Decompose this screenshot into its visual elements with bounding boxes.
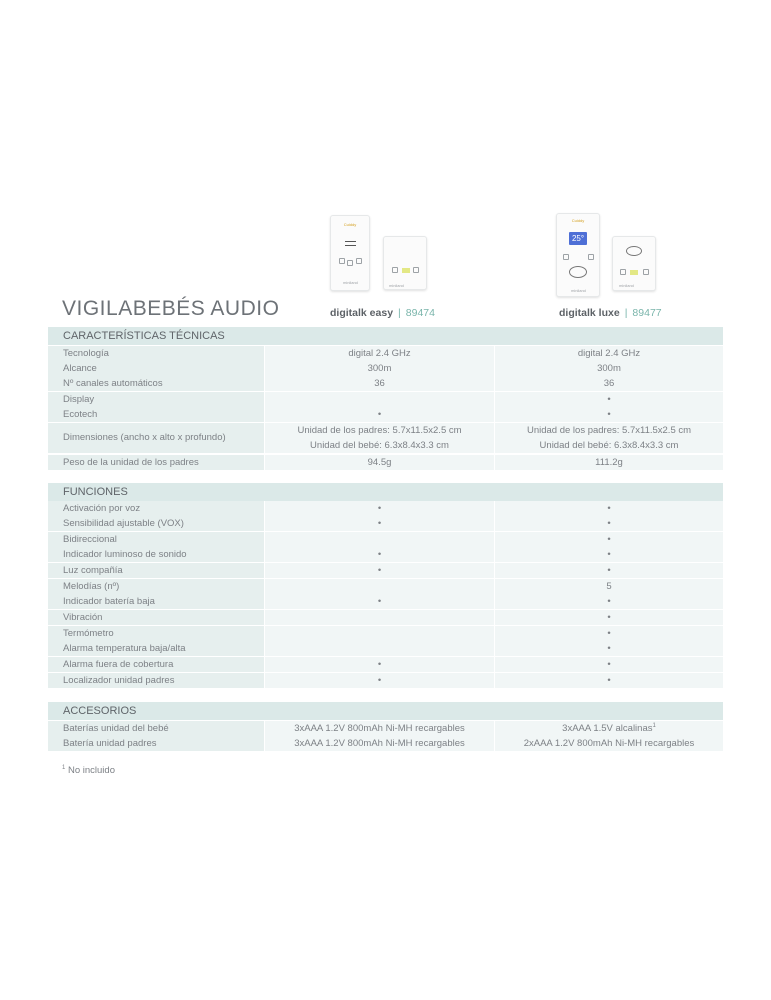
- cell-luxe: •: [495, 563, 723, 578]
- section-heading-func: FUNCIONES: [48, 483, 723, 501]
- cell-luxe: •: [495, 547, 723, 562]
- cell-luxe: [495, 423, 723, 453]
- table-row: [48, 721, 723, 736]
- cell-luxe: •: [495, 516, 723, 531]
- baby-unit-easy: [383, 236, 427, 290]
- table-row: [48, 657, 723, 672]
- row-label: Tecnología: [48, 346, 264, 361]
- table-row: [48, 361, 723, 376]
- talk-button: [569, 266, 587, 278]
- cell-luxe: •: [495, 532, 723, 547]
- cell-luxe: •: [495, 407, 723, 422]
- table-row: [48, 516, 723, 531]
- cell-easy: •: [265, 657, 494, 672]
- cell-easy: [265, 610, 494, 625]
- cell-easy: •: [265, 501, 494, 516]
- speaker-grille: [345, 245, 356, 246]
- product-name: digitalk easy: [330, 307, 394, 319]
- footnote-ref: 1: [652, 722, 656, 729]
- cell-luxe: •: [495, 610, 723, 625]
- cell-easy: 94.5g: [265, 455, 494, 470]
- product-name: digitalk luxe: [559, 307, 620, 319]
- indicator-light: [630, 270, 638, 275]
- cell-easy: [265, 626, 494, 641]
- cell-luxe: 111.2g: [495, 455, 723, 470]
- cell-easy: [265, 579, 494, 594]
- speaker-ring: [626, 246, 642, 256]
- page-title: VIGILABEBÉS AUDIO: [62, 297, 280, 320]
- table-row: [48, 501, 723, 516]
- table-row: [48, 594, 723, 609]
- row-label: Bidireccional: [48, 532, 264, 547]
- row-label: Baterías unidad del bebé: [48, 721, 264, 736]
- cell-line: Unidad del bebé: 6.3x8.4x3.3 cm: [310, 440, 449, 451]
- table-row: [48, 547, 723, 562]
- row-label: Activación por voz: [48, 501, 264, 516]
- row-label: Indicador batería baja: [48, 594, 264, 609]
- product-code: 89477: [632, 307, 662, 319]
- row-label: Melodías (nº): [48, 579, 264, 594]
- table-row: [48, 673, 723, 688]
- cell-easy: [265, 392, 494, 407]
- row-label: Display: [48, 392, 264, 407]
- cell-line: Unidad de los padres: 5.7x11.5x2.5 cm: [526, 425, 692, 436]
- cell-text: 3xAAA 1.5V alcalinas: [562, 723, 653, 734]
- cell-easy: 36: [265, 376, 494, 391]
- button-icon: [588, 254, 594, 260]
- row-label: Localizador unidad padres: [48, 673, 264, 688]
- cell-luxe: 300m: [495, 361, 723, 376]
- cell-easy: •: [265, 563, 494, 578]
- cell-easy: •: [265, 516, 494, 531]
- volume-down-icon: [339, 258, 345, 264]
- cell-luxe: digital 2.4 GHz: [495, 346, 723, 361]
- cell-luxe: •: [495, 392, 723, 407]
- device-logo: Cuiddy: [571, 218, 585, 223]
- row-label: Peso de la unidad de los padres: [48, 455, 264, 470]
- table-row: [48, 563, 723, 578]
- cell-easy: •: [265, 673, 494, 688]
- button-icon: [620, 269, 626, 275]
- button-icon: [643, 269, 649, 275]
- power-icon: [347, 260, 353, 266]
- table-row: [48, 376, 723, 391]
- section-heading-acc: ACCESORIOS: [48, 702, 723, 720]
- cell-luxe: [495, 721, 723, 736]
- table-row: [48, 423, 723, 453]
- brand-label: miniland: [571, 288, 586, 293]
- row-label: Alarma fuera de cobertura: [48, 657, 264, 672]
- baby-unit-luxe: [612, 236, 656, 291]
- table-row: [48, 610, 723, 625]
- cell-luxe: 2xAAA 1.2V 800mAh Ni-MH recargables: [495, 736, 723, 751]
- parent-unit-easy: [330, 215, 370, 291]
- row-label: Vibración: [48, 610, 264, 625]
- section-heading-tech: CARACTERÍSTICAS TÉCNICAS: [48, 327, 723, 345]
- table-row: [48, 392, 723, 407]
- table-row: [48, 407, 723, 422]
- device-logo: Cuiddy: [343, 222, 357, 227]
- button-icon: [413, 267, 419, 273]
- table-row: [48, 346, 723, 361]
- footnote: [62, 765, 115, 776]
- cell-luxe: •: [495, 626, 723, 641]
- brand-label: miniland: [343, 280, 358, 285]
- separator: |: [398, 307, 401, 319]
- indicator-light: [402, 268, 410, 273]
- brand-label: miniland: [619, 283, 634, 288]
- table-row: [48, 641, 723, 656]
- row-label: Alcance: [48, 361, 264, 376]
- separator: |: [624, 307, 628, 319]
- footnote-mark: 1: [62, 764, 66, 771]
- button-icon: [392, 267, 398, 273]
- row-label: Batería unidad padres: [48, 736, 264, 751]
- display-screen: 25°: [569, 232, 587, 245]
- footnote-text: No incluido: [67, 765, 115, 776]
- table-row: [48, 455, 723, 470]
- cell-luxe: 5: [495, 579, 723, 594]
- cell-luxe: 36: [495, 376, 723, 391]
- cell-easy: [265, 641, 494, 656]
- cell-luxe: •: [495, 501, 723, 516]
- speaker-grille: [345, 241, 356, 242]
- row-label: Dimensiones (ancho x alto x profundo): [48, 423, 264, 453]
- cell-easy: 3xAAA 1.2V 800mAh Ni-MH recargables: [265, 736, 494, 751]
- row-label: Alarma temperatura baja/alta: [48, 641, 264, 656]
- product-code: 89474: [405, 307, 435, 319]
- button-icon: [563, 254, 569, 260]
- brand-label: miniland: [389, 283, 404, 288]
- cell-luxe: •: [495, 657, 723, 672]
- cell-luxe: •: [495, 673, 723, 688]
- product-label-easy: [330, 307, 435, 319]
- row-label: Indicador luminoso de sonido: [48, 547, 264, 562]
- table-row: [48, 532, 723, 547]
- cell-easy: [265, 532, 494, 547]
- cell-easy: •: [265, 407, 494, 422]
- row-label: Sensibilidad ajustable (VOX): [48, 516, 264, 531]
- cell-line: Unidad de los padres: 5.7x11.5x2.5 cm: [297, 425, 462, 436]
- cell-line: Unidad del bebé: 6.3x8.4x3.3 cm: [539, 440, 679, 451]
- row-label: Nº canales automáticos: [48, 376, 264, 391]
- row-label: Ecotech: [48, 407, 264, 422]
- table-row: [48, 736, 723, 751]
- cell-easy: •: [265, 594, 494, 609]
- row-label: Luz compañía: [48, 563, 264, 578]
- cell-easy: 3xAAA 1.2V 800mAh Ni-MH recargables: [265, 721, 494, 736]
- table-row: [48, 626, 723, 641]
- parent-unit-luxe: [556, 213, 600, 297]
- cell-easy: digital 2.4 GHz: [265, 346, 494, 361]
- table-row: [48, 579, 723, 594]
- cell-luxe: •: [495, 641, 723, 656]
- product-label-luxe: [559, 307, 662, 319]
- volume-up-icon: [356, 258, 362, 264]
- cell-easy: 300m: [265, 361, 494, 376]
- cell-luxe: •: [495, 594, 723, 609]
- row-label: Termómetro: [48, 626, 264, 641]
- cell-easy: [265, 423, 494, 453]
- cell-easy: •: [265, 547, 494, 562]
